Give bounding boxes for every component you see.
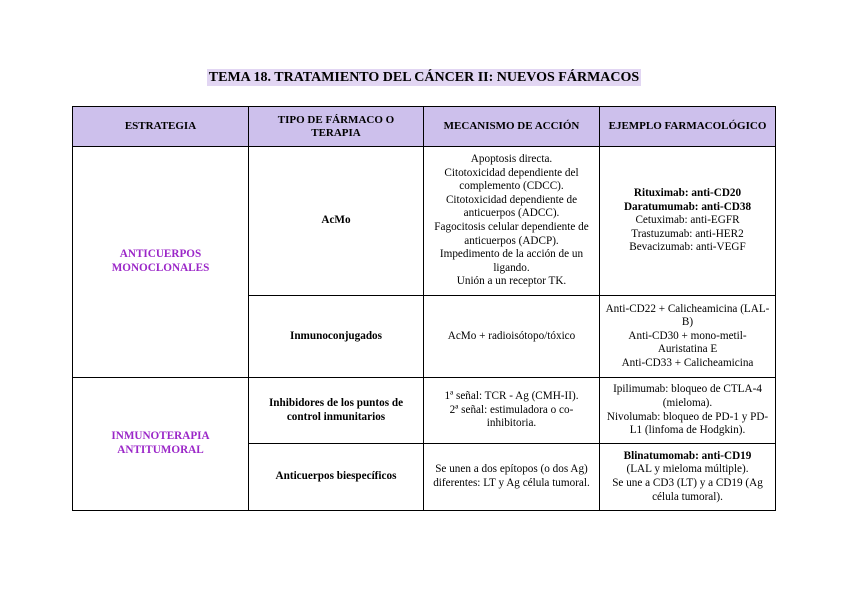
mecanismo-line: 2ª señal: estimuladora o co-inhibitoria.: [449, 403, 574, 430]
ejemplo-inmunoconjugados: [600, 296, 776, 378]
mecanismo-checkpoint: [424, 378, 600, 444]
mecanismo-line: Unión a un receptor TK.: [456, 275, 567, 288]
ejemplo-line: Anti-CD30 + mono-metil-Auristatina E: [628, 329, 747, 356]
ejemplo-drug: Trastuzumab: anti-HER2: [631, 227, 744, 240]
ejemplo-line: Ipilimumab: bloqueo de CTLA-4 (mieloma).: [613, 383, 762, 409]
ejemplo-line: Anti-CD33 + Calicheamicina: [621, 356, 754, 369]
mecanismo-acmo: [424, 147, 600, 296]
ejemplo-drug: Cetuximab: anti-EGFR: [635, 214, 740, 227]
group-anticuerpos-monoclonales: ANTICUERPOS MONOCLONALES: [73, 147, 249, 378]
tipo-acmo: AcMo: [249, 147, 424, 296]
tipo-checkpoint: Inhibidores de los puntos de control inmunitarios: [249, 378, 424, 444]
header-row: [73, 107, 776, 147]
ejemplo-checkpoint: [600, 378, 776, 444]
header-mecanismo: MECANISMO DE ACCIÓN: [424, 107, 600, 147]
mecanismo-line: Fagocitosis celular dependiente de anticuerpos (ADCP).: [434, 221, 589, 247]
mecanismo-line: Citotoxicidad dependiente del complemento (CDCC).: [444, 166, 579, 193]
header-tipo: TIPO DE FÁRMACO O TERAPIA: [249, 107, 424, 147]
tipo-biespecificos: Anticuerpos biespecíficos: [249, 444, 424, 511]
table-row: [73, 147, 776, 296]
ejemplo-drug: Daratumumab: anti-CD38: [623, 200, 752, 213]
header-estrategia: ESTRATEGIA: [73, 107, 249, 147]
ejemplo-line: Nivolumab: bloqueo de PD-1 y PD-L1 (linfoma de Hodgkin).: [606, 410, 769, 437]
mecanismo-inmunoconjugados: AcMo + radioisótopo/tóxico: [424, 296, 600, 378]
ejemplo-drug: Bevacizumab: anti-VEGF: [629, 241, 746, 254]
ejemplo-drug: Rituximab: anti-CD20: [633, 187, 742, 200]
ejemplo-biespecificos: [600, 444, 776, 511]
mecanismo-line: Citotoxicidad dependiente de anticuerpos (ADCC).: [445, 193, 578, 220]
mecanismo-line: 1ª señal: TCR - Ag (CMH-II).: [444, 390, 579, 403]
ejemplo-line: Anti-CD22 + Calicheamicina (LAL-B): [605, 302, 770, 329]
ejemplo-drug: Blinatumomab: anti-CD19: [623, 449, 752, 462]
ejemplo-acmo: [600, 147, 776, 296]
tipo-inmunoconjugados: Inmunoconjugados: [249, 296, 424, 378]
ejemplo-line: (LAL y mieloma múltiple).: [626, 463, 749, 476]
mecanismo-line: Apoptosis directa.: [470, 153, 553, 166]
ejemplo-line: Se une a CD3 (LT) y a CD19 (Ag célula tumoral).: [612, 477, 763, 503]
mecanismo-line: Impedimento de la acción de un ligando.: [439, 248, 584, 274]
table-row: [73, 378, 776, 444]
page-title: TEMA 18. TRATAMIENTO DEL CÁNCER II: NUEVOS FÁRMACOS: [208, 70, 640, 85]
mecanismo-biespecificos: Se unen a dos epítopos (o dos Ag) diferentes: LT y Ag célula tumoral.: [424, 444, 600, 511]
group-inmunoterapia-antitumoral: INMUNOTERAPIA ANTITUMORAL: [73, 378, 249, 511]
header-ejemplo: EJEMPLO FARMACOLÓGICO: [600, 107, 776, 147]
drugs-table: [72, 106, 776, 511]
